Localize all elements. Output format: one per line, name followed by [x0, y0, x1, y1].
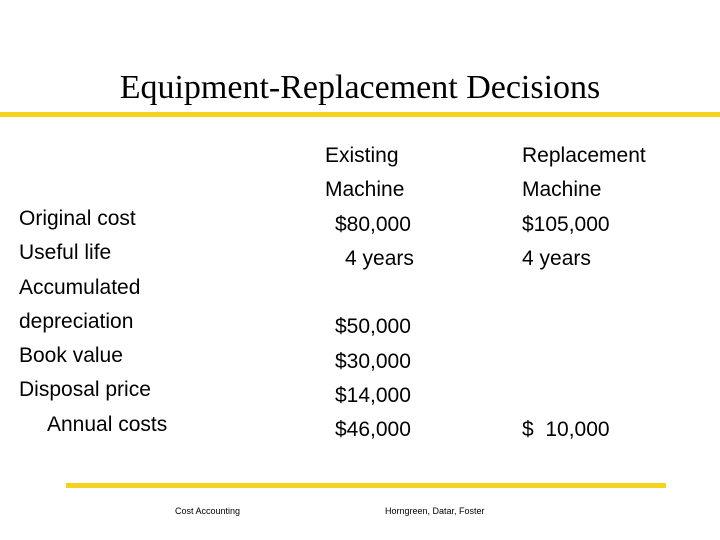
existing-header-line2: Machine	[325, 178, 405, 202]
replacement-machine-column	[522, 139, 646, 448]
label-annual-costs: Annual costs	[47, 412, 168, 436]
replacement-spacer-3	[522, 345, 646, 379]
label-accumulated: Accumulated	[19, 275, 141, 299]
replacement-spacer-1	[522, 276, 646, 310]
row-labels-column	[19, 202, 167, 442]
label-original-cost: Original cost	[19, 207, 136, 230]
replacement-header-line1: Replacement	[522, 144, 646, 167]
existing-accumulated-depreciation: $50,000	[335, 315, 411, 339]
footer-divider-rule	[66, 483, 666, 488]
existing-annual-costs: $46,000	[335, 418, 411, 442]
existing-header-line1: Existing	[325, 144, 399, 167]
replacement-header-line2: Machine	[522, 178, 602, 202]
existing-original-cost: $80,000	[335, 212, 411, 236]
existing-disposal-price: $14,000	[335, 384, 411, 408]
replacement-annual-costs: $ 10,000	[522, 418, 610, 442]
replacement-useful-life: 4 years	[522, 246, 591, 270]
existing-book-value: $30,000	[335, 349, 411, 373]
replacement-spacer-4	[522, 379, 646, 413]
title-divider-rule	[0, 112, 720, 117]
footer-course-name: Cost Accounting	[175, 506, 241, 516]
footer-authors: Horngreen, Datar, Foster	[385, 506, 485, 516]
existing-useful-life: 4 years	[345, 246, 414, 270]
label-useful-life: Useful life	[19, 241, 112, 265]
label-book-value: Book value	[19, 344, 123, 368]
label-depreciation: depreciation	[19, 309, 134, 333]
replacement-original-cost: $105,000	[522, 212, 610, 236]
slide-title: Equipment-Replacement Decisions	[119, 69, 601, 106]
replacement-spacer-2	[522, 310, 646, 344]
existing-machine-column	[325, 139, 414, 448]
existing-spacer	[325, 276, 414, 310]
label-disposal-price: Disposal price	[19, 378, 151, 402]
